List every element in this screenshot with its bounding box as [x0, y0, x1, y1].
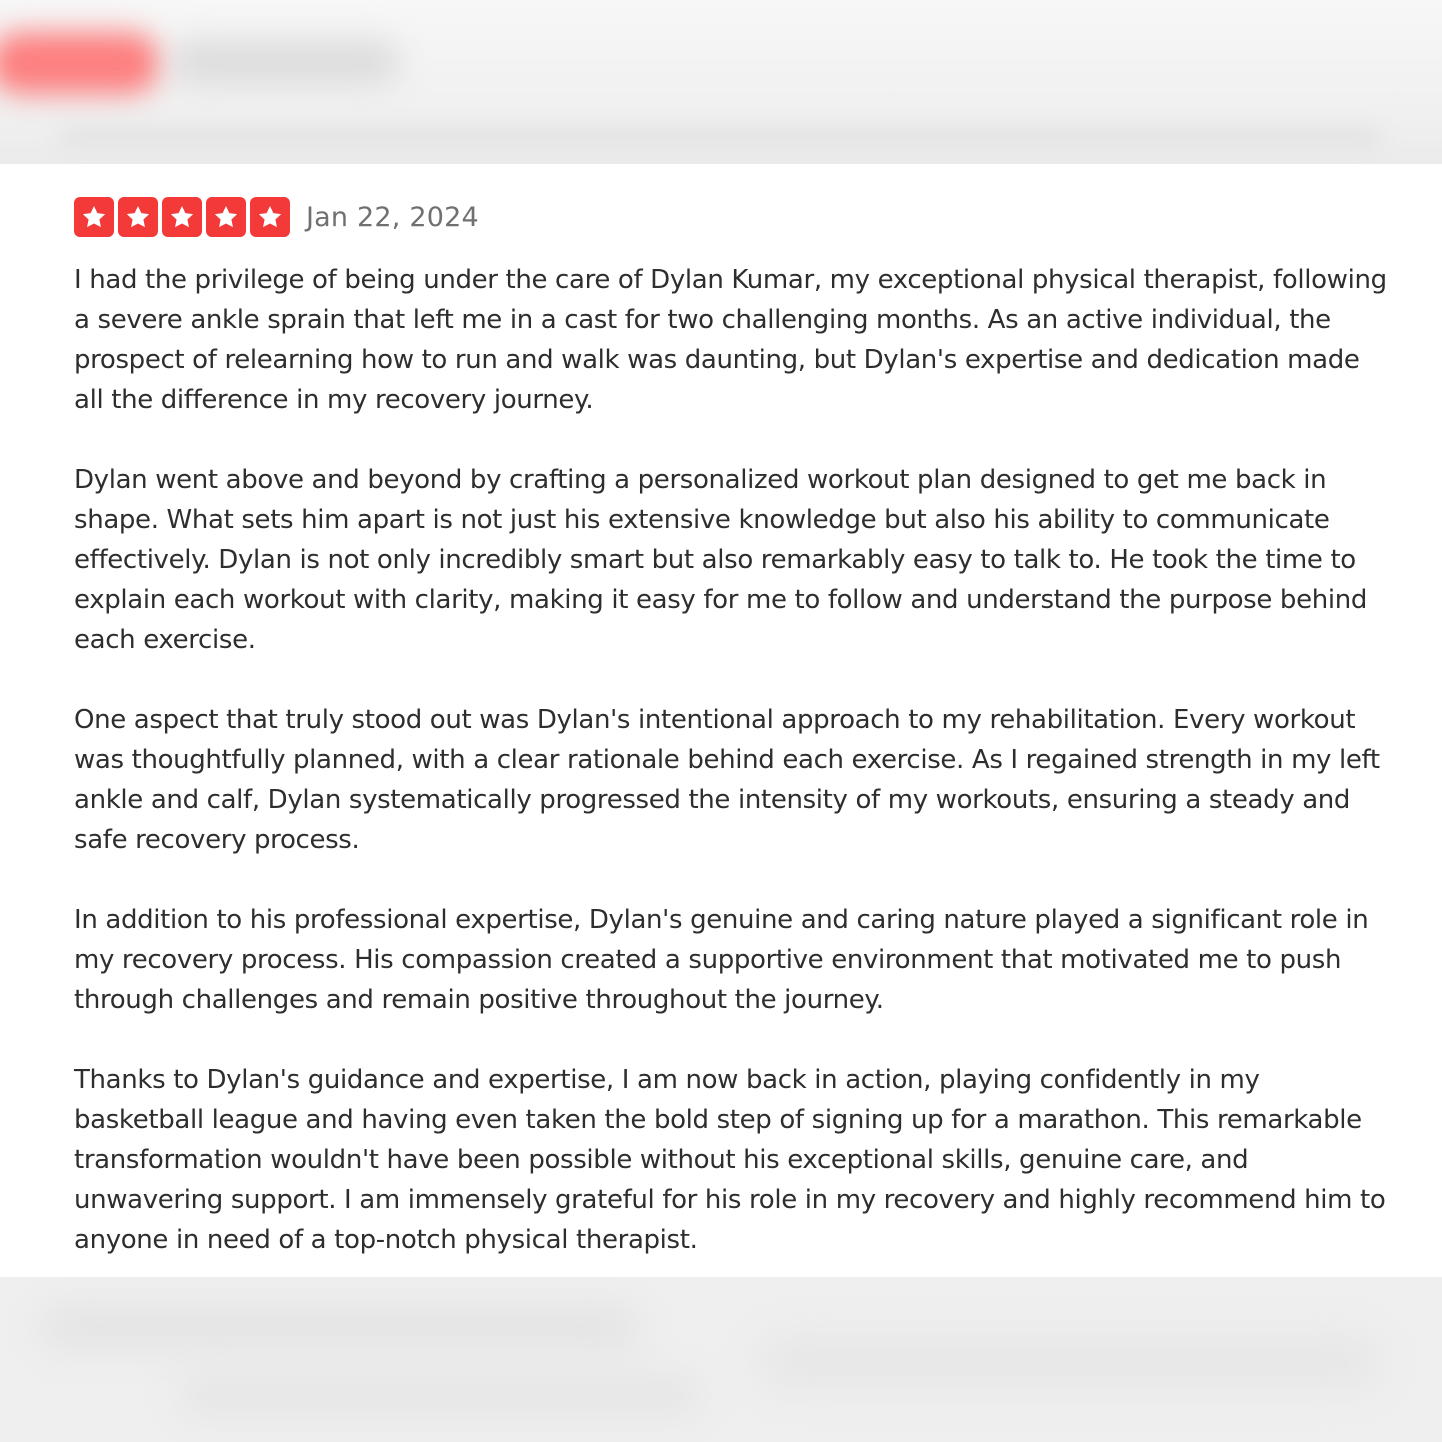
blurred-reviewer-name: [170, 40, 400, 84]
blurred-footer: [0, 1277, 1442, 1442]
star-icon: [250, 197, 290, 237]
review-text: [74, 260, 1394, 1260]
star-icon: [74, 197, 114, 237]
blurred-content: [40, 1307, 640, 1347]
star-icon: [162, 197, 202, 237]
blurred-content: [180, 1377, 700, 1413]
rating-row: [74, 197, 479, 237]
review-paragraph: One aspect that truly stood out was Dylan's intentional approach to my rehabilitation. Every workout was thoughtfully planned, with a clear rationale behind each exercise. As I regained strength in my left ankle and calf, Dylan systematically progressed the intensity of my workouts, ensuring a steady and safe recovery process.: [74, 705, 1380, 855]
blurred-content: [760, 1337, 1380, 1387]
star-rating: [74, 197, 290, 237]
blurred-logo: [0, 32, 160, 94]
review-paragraph: In addition to his professional expertise, Dylan's genuine and caring nature played a significant role in my recovery process. His compassion created a supportive environment that motivated me to push through challenges and remain positive throughout the journey.: [74, 905, 1369, 1015]
review-date: Jan 22, 2024: [306, 201, 479, 233]
review-card: [0, 164, 1442, 1277]
blurred-header: [0, 0, 1442, 164]
blurred-divider: [60, 128, 1380, 146]
review-paragraph: I had the privilege of being under the care of Dylan Kumar, my exceptional physical therapist, following a severe ankle sprain that left me in a cast for two challenging months. As an active individual, the prospect of relearning how to run and walk was daunting, but Dylan's expertise and dedication made all the difference in my recovery journey.: [74, 265, 1387, 415]
review-paragraph: Dylan went above and beyond by crafting a personalized workout plan designed to get me back in shape. What sets him apart is not just his extensive knowledge but also his ability to communicate effectively. Dylan is not only incredibly smart but also remarkably easy to talk to. He took the time to explain each workout with clarity, making it easy for me to follow and understand the purpose behind each exercise.: [74, 465, 1368, 655]
star-icon: [206, 197, 246, 237]
star-icon: [118, 197, 158, 237]
review-paragraph: Thanks to Dylan's guidance and expertise, I am now back in action, playing confidently in my basketball league and having even taken the bold step of signing up for a marathon. This remarkable transformation wouldn't have been possible without his exceptional skills, genuine care, and unwavering support. I am immensely grateful for his role in my recovery and highly recommend him to anyone in need of a top-notch physical therapist.: [74, 1065, 1386, 1255]
